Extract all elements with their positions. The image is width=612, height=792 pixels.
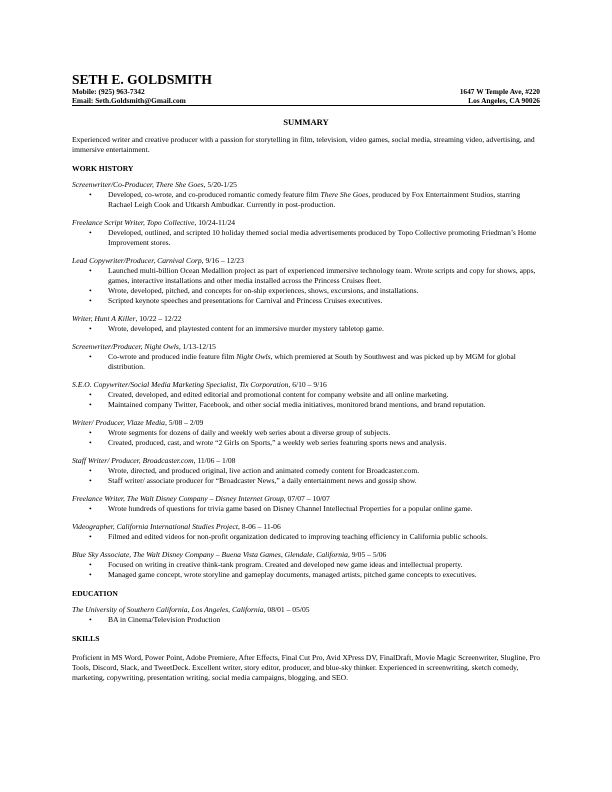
- job-title: [72, 494, 540, 504]
- job-bullet: [72, 228, 540, 248]
- job-entry: [72, 380, 540, 410]
- contact-row-2: [72, 96, 540, 106]
- job-role: Screenwriter/Producer, Night Owls: [72, 342, 179, 351]
- job-dates: , 9/05 – 5/06: [347, 550, 387, 559]
- job-bullets: [72, 352, 540, 372]
- job-role: Freelance Script Writer, Topo Collective: [72, 218, 195, 227]
- job-entry: [72, 218, 540, 248]
- bullet-text-cont: , produced by Fox Entertainment Studios, starring Rachael Leigh Cook and Utkarsh Ambudkar. Currently in post-production.: [108, 190, 521, 209]
- job-bullet: [72, 504, 540, 514]
- job-title: [72, 180, 540, 190]
- job-dates: , 07/07 – 10/07: [283, 494, 330, 503]
- education-heading: EDUCATION: [72, 589, 118, 598]
- job-bullets: [72, 324, 540, 334]
- job-bullet: [72, 286, 540, 296]
- job-role: Screenwriter/Co-Producer, There She Goes: [72, 180, 204, 189]
- job-bullet: [72, 466, 540, 476]
- job-role: Freelance Writer, The Walt Disney Company – Disney Internet Group: [72, 494, 284, 503]
- job-bullet: [72, 390, 540, 400]
- summary-heading: SUMMARY: [283, 117, 329, 127]
- bullet-text-cont: , which premiered at South by Southwest and was picked up by MGM for global distribution.: [108, 352, 516, 371]
- job-bullets: [72, 504, 540, 514]
- street-address: 1647 W Temple Ave, #220: [459, 87, 540, 96]
- job-role: Staff Writer/ Producer, Broadcaster.com: [72, 456, 194, 465]
- job-dates: , 5/08 – 2/09: [164, 418, 204, 427]
- job-bullet: [72, 400, 540, 410]
- summary-text: Experienced writer and creative producer with a passion for storytelling in film, television, video games, social media, streaming video, advertising, and immersive entertainment.: [72, 135, 535, 154]
- job-bullet: [72, 438, 540, 448]
- job-bullet: [72, 266, 540, 286]
- job-bullet: [72, 296, 540, 306]
- job-entry: [72, 418, 540, 448]
- job-entry: [72, 180, 540, 210]
- job-title: [72, 256, 540, 266]
- job-bullet: [72, 532, 540, 542]
- job-dates: , 11/06 – 1/08: [193, 456, 236, 465]
- job-title: [72, 314, 540, 324]
- skills-heading: SKILLS: [72, 634, 100, 643]
- education-title: [72, 605, 540, 615]
- bullet-text: Maintained company Twitter, Facebook, and other social media initiatives, monitored brand mentions, and brand reputation.: [108, 400, 486, 409]
- job-role: Blue Sky Associate, The Walt Disney Company – Buena Vista Games, Glendale, California: [72, 550, 348, 559]
- bullet-text: Launched multi-billion Ocean Medallion project as part of experienced immersive technology team. Wrote scripts and copy for shows, apps, games, interactive installations and other media installed across the Princess Cruises fleet.: [108, 266, 536, 285]
- bullet-emphasis: There She Goes: [320, 190, 369, 199]
- bullet-text: Focused on writing in creative think-tank program. Created and developed new game ideas and intellectual property.: [108, 560, 463, 569]
- job-title: [72, 418, 540, 428]
- bullet-text: Wrote, developed, and playtested content for an immersive murder mystery tabletop game.: [108, 324, 384, 333]
- bullet-text: Managed game concept, wrote storyline and gameplay documents, managed artists, pitched game concepts to executives.: [108, 570, 477, 579]
- degree: • BA in Cinema/Television Production: [72, 615, 540, 625]
- bullet-text: Wrote, developed, pitched, and concepts for on-ship experiences, shows, excursions, and installations.: [108, 286, 419, 295]
- job-entry: [72, 522, 540, 542]
- job-title: [72, 218, 540, 228]
- job-bullet: [72, 352, 540, 372]
- bullet-emphasis: Night Owls: [236, 352, 271, 361]
- bullet-text: Wrote segments for dozens of daily and weekly web series about a diverse group of subjects.: [108, 428, 391, 437]
- job-bullets: [72, 190, 540, 210]
- education-bullets: [72, 615, 540, 625]
- work-history-heading: WORK HISTORY: [72, 164, 134, 173]
- bullet-text: Staff writer/ associate producer for “Broadcaster News,” a daily entertainment news and gossip show.: [108, 476, 417, 485]
- job-title: [72, 342, 540, 352]
- job-bullet: [72, 428, 540, 438]
- job-dates: , 1/13-12/15: [178, 342, 216, 351]
- job-role: Videographer, California International Studies Project: [72, 522, 238, 531]
- education-dates: , 08/01 – 05/05: [263, 605, 310, 614]
- job-bullets: [72, 390, 540, 410]
- bullet-text: Created, produced, cast, and wrote “2 Girls on Sports,” a weekly web series featuring sports news and analysis.: [108, 438, 447, 447]
- job-title: [72, 380, 540, 390]
- job-dates: , 10/22 – 12/22: [135, 314, 182, 323]
- job-role: S.E.O. Copywriter/Social Media Marketing Specialist, Tix Corporation: [72, 380, 289, 389]
- bullet-text: Filmed and edited videos for non-profit organization dedicated to improving teaching efficiency in California public schools.: [108, 532, 488, 541]
- job-dates: , 9/16 – 12/23: [201, 256, 244, 265]
- job-entry: [72, 342, 540, 372]
- email-address[interactable]: Email: Seth.Goldsmith@Gmail.com: [72, 96, 186, 105]
- job-role: Lead Copywriter/Producer, Carnival Corp: [72, 256, 202, 265]
- job-bullets: [72, 466, 540, 486]
- job-bullets: [72, 228, 540, 248]
- job-entry: [72, 256, 540, 306]
- job-bullets: [72, 428, 540, 448]
- job-role: Writer, Hunt A Killer: [72, 314, 136, 323]
- bullet-text: Co-wrote and produced indie feature film: [108, 352, 237, 361]
- applicant-name: SETH E. GOLDSMITH: [72, 72, 212, 87]
- job-bullet: [72, 560, 540, 570]
- job-title: [72, 456, 540, 466]
- job-title: [72, 522, 540, 532]
- job-bullet: [72, 324, 540, 334]
- job-entry: [72, 456, 540, 486]
- education-entry: [72, 605, 540, 625]
- job-dates: , 10/24-11/24: [194, 218, 236, 227]
- mobile-number: Mobile: (925) 963-7342: [72, 87, 145, 96]
- skills-text: Proficient in MS Word, Power Point, Adobe Premiere, After Effects, Final Cut Pro, Avid XPress DV, FinalDraft, Movie Magic Screenwriter, Slugline, Pro Tools, Discord, Slack, and TweetDeck. Excellent writer, story editor, producer, and blue-sky thinker. Experienced in screenwriting, sketch comedy, marketing, copywriting, presentation writing, social media campaigns, blogging, and SEO.: [72, 653, 541, 682]
- work-history-list: [72, 180, 540, 580]
- job-bullets: [72, 560, 540, 580]
- bullet-text: Wrote hundreds of questions for trivia game based on Disney Channel Intellectual Properties for a popular online game.: [108, 504, 473, 513]
- bullet-text: Developed, outlined, and scripted 10 holiday themed social media advertisements produced by Topo Collective promoting Friedman’s Home Improvement stores.: [108, 228, 537, 247]
- city-address: Los Angeles, CA 90026: [468, 96, 540, 105]
- job-dates: , 6/10 – 9/16: [288, 380, 327, 389]
- job-entry: [72, 550, 540, 580]
- bullet-text: Developed, co-wrote, and co-produced romantic comedy feature film: [108, 190, 321, 199]
- bullet-text: Created, developed, and edited editorial and promotional content for company website and all online marketing.: [108, 390, 449, 399]
- job-title: [72, 550, 540, 560]
- job-bullets: [72, 266, 540, 306]
- school-name: The University of Southern California, Los Angeles, California: [72, 605, 264, 614]
- job-dates: , 8-06 – 11-06: [238, 522, 281, 531]
- bullet-text: Scripted keynote speeches and presentations for Carnival and Princess Cruises executives.: [108, 296, 383, 305]
- job-bullet: [72, 190, 540, 210]
- bullet-text: Wrote, directed, and produced original, live action and animated comedy content for Broadcaster.com.: [108, 466, 420, 475]
- job-bullet: [72, 476, 540, 486]
- job-dates: , 5/20-1/25: [203, 180, 237, 189]
- contact-row-1: [72, 87, 540, 96]
- job-entry: [72, 314, 540, 334]
- job-role: Writer/ Producer, Vlaze Media: [72, 418, 165, 427]
- job-bullet: [72, 570, 540, 580]
- job-entry: [72, 494, 540, 514]
- job-bullets: [72, 532, 540, 542]
